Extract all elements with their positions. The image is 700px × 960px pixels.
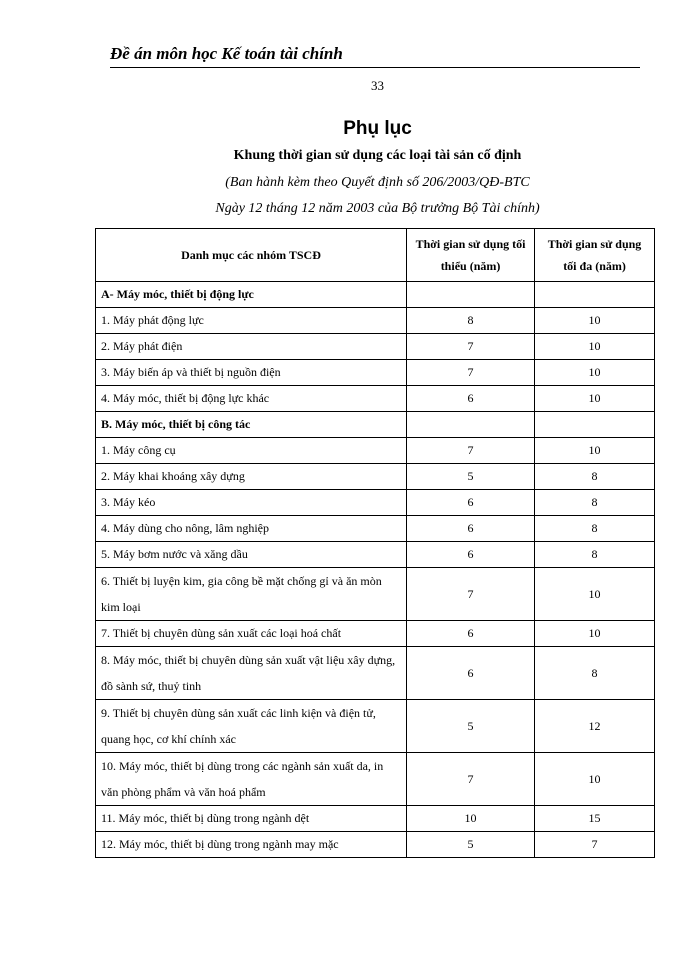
max-years-cell: 12 xyxy=(535,700,655,753)
asset-lifetime-table xyxy=(95,228,655,858)
table-row xyxy=(96,806,655,832)
max-years-cell: 8 xyxy=(535,542,655,568)
category-cell: 11. Máy móc, thiết bị dùng trong ngành dệt xyxy=(96,806,407,832)
max-years-cell: 10 xyxy=(535,360,655,386)
min-years-cell: 5 xyxy=(407,832,535,858)
column-header-max-years: Thời gian sử dụng tối đa (năm) xyxy=(535,229,655,282)
min-years-cell: 6 xyxy=(407,490,535,516)
category-cell: B. Máy móc, thiết bị công tác xyxy=(96,412,407,438)
max-years-cell xyxy=(535,412,655,438)
category-cell: A- Máy móc, thiết bị động lực xyxy=(96,282,407,308)
table-row xyxy=(96,438,655,464)
max-years-cell: 7 xyxy=(535,832,655,858)
column-header-min-years: Thời gian sử dụng tối thiểu (năm) xyxy=(407,229,535,282)
decree-note-line-1: (Ban hành kèm theo Quyết định số 206/2003/QĐ-BTC xyxy=(225,175,530,190)
table-row xyxy=(96,386,655,412)
table-row xyxy=(96,568,655,621)
min-years-cell: 6 xyxy=(407,516,535,542)
table-row xyxy=(96,308,655,334)
table-row xyxy=(96,647,655,700)
max-years-cell: 8 xyxy=(535,516,655,542)
category-cell: 4. Máy dùng cho nông, lâm nghiệp xyxy=(96,516,407,542)
category-cell: 9. Thiết bị chuyên dùng sản xuất các linh kiện và điện tử, quang học, cơ khí chính xác xyxy=(96,700,407,753)
table-section-row xyxy=(96,412,655,438)
table-row xyxy=(96,516,655,542)
category-cell: 7. Thiết bị chuyên dùng sản xuất các loại hoá chất xyxy=(96,621,407,647)
min-years-cell: 7 xyxy=(407,753,535,806)
table-row xyxy=(96,753,655,806)
decree-note-line-2: Ngày 12 tháng 12 năm 2003 của Bộ trưởng Bộ Tài chính) xyxy=(215,201,540,216)
max-years-cell: 8 xyxy=(535,464,655,490)
min-years-cell: 6 xyxy=(407,621,535,647)
max-years-cell: 10 xyxy=(535,568,655,621)
table-row xyxy=(96,700,655,753)
category-cell: 1. Máy phát động lực xyxy=(96,308,407,334)
max-years-cell: 8 xyxy=(535,490,655,516)
table-row xyxy=(96,621,655,647)
min-years-cell: 7 xyxy=(407,334,535,360)
category-cell: 3. Máy kéo xyxy=(96,490,407,516)
max-years-cell: 10 xyxy=(535,308,655,334)
table-row xyxy=(96,334,655,360)
max-years-cell: 10 xyxy=(535,386,655,412)
min-years-cell: 5 xyxy=(407,464,535,490)
category-cell: 2. Máy phát điện xyxy=(96,334,407,360)
table-row xyxy=(96,464,655,490)
category-cell: 1. Máy công cụ xyxy=(96,438,407,464)
min-years-cell: 6 xyxy=(407,386,535,412)
min-years-cell xyxy=(407,412,535,438)
column-header-category: Danh mục các nhóm TSCĐ xyxy=(96,229,407,282)
page-number: 33 xyxy=(371,78,384,93)
min-years-cell: 5 xyxy=(407,700,535,753)
table-row xyxy=(96,360,655,386)
max-years-cell: 10 xyxy=(535,753,655,806)
category-cell: 2. Máy khai khoáng xây dựng xyxy=(96,464,407,490)
max-years-cell: 10 xyxy=(535,334,655,360)
min-years-cell: 8 xyxy=(407,308,535,334)
min-years-cell: 7 xyxy=(407,438,535,464)
table-body xyxy=(96,282,655,858)
category-cell: 8. Máy móc, thiết bị chuyên dùng sản xuất vật liệu xây dựng, đồ sành sứ, thuỷ tinh xyxy=(96,647,407,700)
table-header-row xyxy=(96,229,655,282)
min-years-cell: 6 xyxy=(407,647,535,700)
max-years-cell xyxy=(535,282,655,308)
category-cell: 6. Thiết bị luyện kim, gia công bề mặt chống gỉ và ăn mòn kim loại xyxy=(96,568,407,621)
max-years-cell: 8 xyxy=(535,647,655,700)
category-cell: 12. Máy móc, thiết bị dùng trong ngành may mặc xyxy=(96,832,407,858)
page-title: Phụ lục xyxy=(343,118,412,139)
max-years-cell: 10 xyxy=(535,621,655,647)
table-row xyxy=(96,542,655,568)
table-row xyxy=(96,832,655,858)
category-cell: 5. Máy bơm nước và xăng dầu xyxy=(96,542,407,568)
min-years-cell: 7 xyxy=(407,568,535,621)
page-subtitle: Khung thời gian sử dụng các loại tài sản cố định xyxy=(233,148,522,163)
running-header: Đề án môn học Kế toán tài chính xyxy=(110,44,640,68)
min-years-cell: 10 xyxy=(407,806,535,832)
table-section-row xyxy=(96,282,655,308)
category-cell: 4. Máy móc, thiết bị động lực khác xyxy=(96,386,407,412)
min-years-cell: 7 xyxy=(407,360,535,386)
max-years-cell: 15 xyxy=(535,806,655,832)
min-years-cell: 6 xyxy=(407,542,535,568)
table-row xyxy=(96,490,655,516)
min-years-cell xyxy=(407,282,535,308)
category-cell: 10. Máy móc, thiết bị dùng trong các ngành sản xuất da, in văn phòng phẩm và văn hoá phẩm xyxy=(96,753,407,806)
category-cell: 3. Máy biến áp và thiết bị nguồn điện xyxy=(96,360,407,386)
max-years-cell: 10 xyxy=(535,438,655,464)
